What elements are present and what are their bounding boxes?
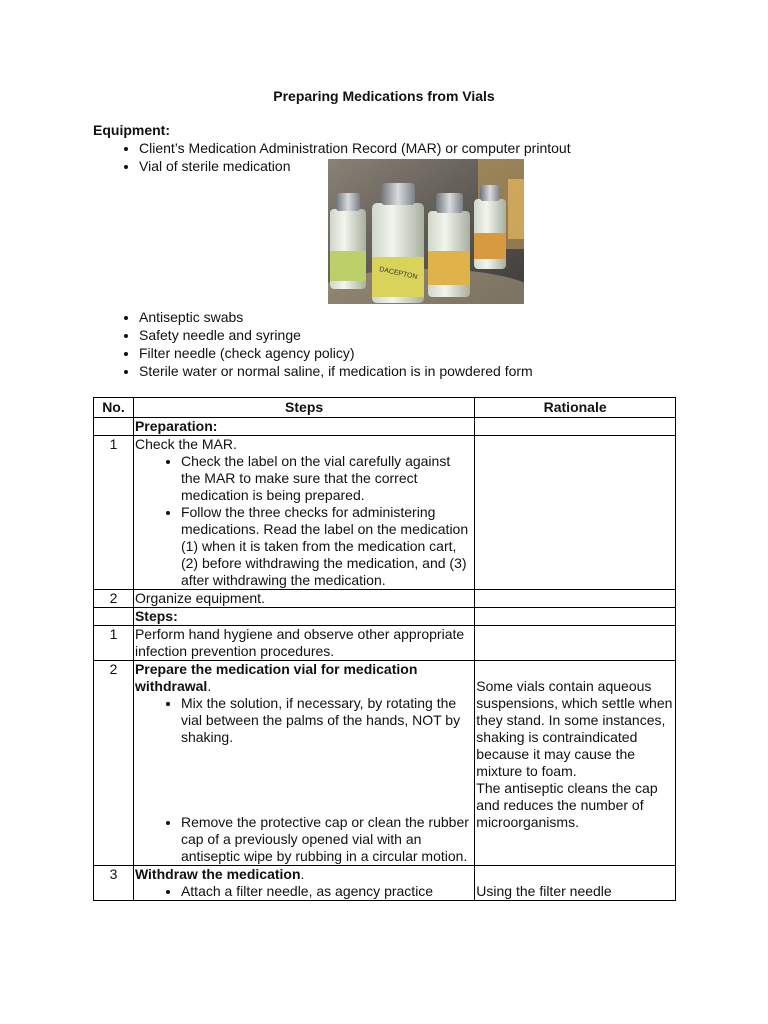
step-bullet: • Check the label on the vial carefully against the MAR to make sure that the correct medication is being prepared. (181, 453, 473, 504)
equipment-item: • Safety needle and syringe (139, 326, 533, 344)
header-no: No. (94, 398, 134, 418)
equipment-label: Equipment: (93, 122, 170, 138)
header-rationale: Rationale (475, 398, 676, 418)
equipment-item: • Antiseptic swabs (139, 308, 533, 326)
equipment-list-bottom (93, 308, 533, 380)
row-number: 1 (94, 436, 134, 590)
page-title: Preparing Medications from Vials (273, 88, 495, 104)
section-heading-preparation: Preparation: (133, 418, 474, 436)
step-title: Withdraw the medication (134, 866, 301, 882)
table-row (94, 661, 676, 866)
step-text: Perform hand hygiene and observe other appropriate infection prevention procedures. (133, 626, 474, 661)
step-cell: Prepare the medication vial for medication withdrawal. • Mix the solution, if necessary, by rotating the vial between the palms of the hands, NOT by shaking. • Remove the protective cap or clean the rubber cap of a previously opened vial with an antiseptic wipe by rubbing in a circular motion. (133, 661, 474, 866)
equipment-item: • Filter needle (check agency policy) (139, 344, 533, 362)
table-row (94, 608, 676, 626)
header-steps: Steps (133, 398, 474, 418)
section-heading-steps: Steps: (133, 608, 474, 626)
step-bullet: • Attach a filter needle, as agency practice (181, 883, 473, 900)
medication-vials-photo (328, 159, 524, 304)
row-number: 3 (94, 866, 134, 901)
step-bullet: • Mix the solution, if necessary, by rotating the vial between the palms of the hands, NOT by shaking. (181, 695, 473, 746)
step-cell (133, 436, 474, 590)
step-text: Organize equipment. (133, 590, 474, 608)
rationale-text: The antiseptic cleans the cap and reduces the number of microorganisms. (476, 780, 658, 830)
equipment-item: • Client’s Medication Administration Record (MAR) or computer printout (139, 139, 571, 157)
step-bullet: • Follow the three checks for administering medications. Read the label on the medication (1) when it is taken from the medication cart, (2) before withdrawing the medication, and (3) after withdrawing the medication. (181, 504, 473, 589)
table-row (94, 436, 676, 590)
table-row (94, 590, 676, 608)
step-text: Check the MAR. (134, 436, 237, 452)
table-row (94, 418, 676, 436)
table-header-row (94, 398, 676, 418)
row-number: 2 (94, 661, 134, 866)
step-bullet: • Remove the protective cap or clean the rubber cap of a previously opened vial with an antiseptic wipe by rubbing in a circular motion. (181, 814, 473, 865)
step-cell: Withdraw the medication. • Attach a filter needle, as agency practice (133, 866, 474, 901)
row-number: 1 (94, 626, 134, 661)
rationale-text: Some vials contain aqueous suspensions, which settle when they stand. In some instances, shaking is contraindicated because it may cause the mixture to foam. (476, 678, 673, 779)
table-row (94, 626, 676, 661)
step-title: Prepare the medication vial for medication withdrawal (134, 661, 418, 694)
equipment-item: • Vial of sterile medication (139, 157, 571, 175)
row-number: 2 (94, 590, 134, 608)
equipment-item: • Sterile water or normal saline, if medication is in powdered form (139, 362, 533, 380)
rationale-cell (475, 866, 676, 901)
procedure-table (93, 397, 676, 901)
rationale-cell (475, 661, 676, 866)
table-row (94, 866, 676, 901)
rationale-text: Using the filter needle (476, 883, 612, 899)
svg-text:DACEPTON: DACEPTON (378, 266, 419, 281)
